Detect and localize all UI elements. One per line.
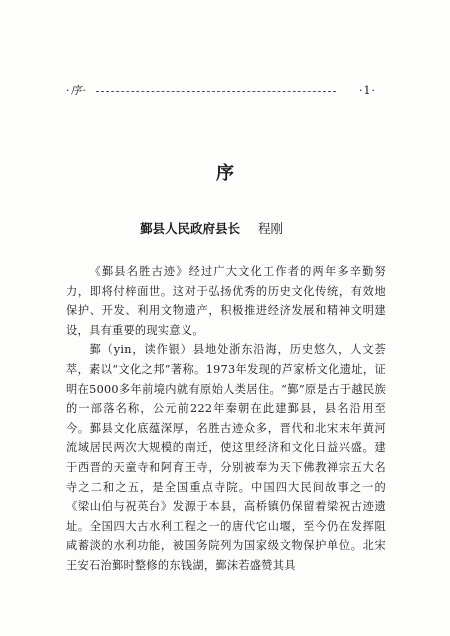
chapter-title: 序 bbox=[216, 163, 234, 184]
running-header-title: ·序· bbox=[66, 84, 87, 97]
running-header-rule bbox=[96, 91, 336, 92]
running-header bbox=[66, 84, 376, 98]
body-text bbox=[66, 262, 386, 576]
page-number: ·1· bbox=[359, 84, 376, 97]
paragraph: 鄞（yin，读作银）县地处浙东沿海，历史悠久，人文荟萃，素以“文化之邦”著称。1973年发现的芦家桥文化遗址，证明在5000多年前境内就有原始人类居住。“鄞”原是古于越民族的一部落名称，公元前222年秦朝在此建鄞县，县名沿用至今。鄞县文化底蕴深厚，名胜古迹众多，晋代和北宋末年黄河流域居民两次大规模的南迁，使这里经济和文化日益兴盛。建于西晋的天童寺和阿育王寺，分别被奉为天下佛教禅宗五大名寺之二和之五，是全国重点寺院。中国四大民间故事之一的《梁山伯与祝英台》发源于本县，高桥镇仍保留着梁祝古迹遗址。全国四大古水利工程之一的唐代它山堰，至今仍在发挥阻咸蓄淡的水利功能，被国务院列为国家级文物保护单位。北宋王安石治鄞时整修的东钱湖，鄞沫若盛赞其具 bbox=[66, 343, 386, 572]
byline-author: 程刚 bbox=[258, 221, 284, 236]
paragraph: 《鄞县名胜古迹》经过广大文化工作者的两年多辛勤努力，即将付梓面世。这对于弘扬优秀的历史文化传统，有效地保护、开发、利用文物遗产，积极推进经济发展和精神文明建设，具有重要的现实意义。 bbox=[66, 265, 386, 337]
byline bbox=[140, 221, 283, 237]
byline-organization: 鄞县人民政府县长 bbox=[140, 221, 241, 236]
